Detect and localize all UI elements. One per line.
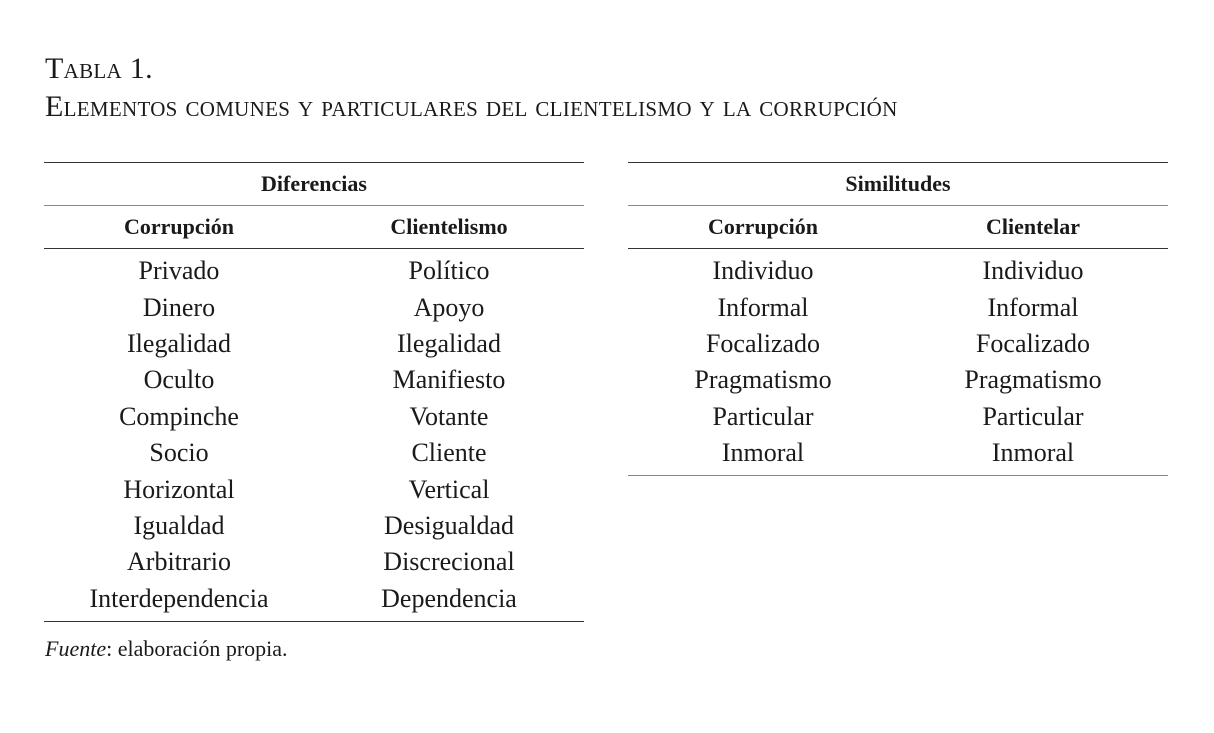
column-header-corrupcion: Corrupción xyxy=(628,206,898,249)
table-number: Tabla 1. xyxy=(45,52,153,85)
table-cell: Focalizado xyxy=(975,328,1091,358)
table-row xyxy=(628,326,1168,362)
table-cell: Pragmatismo xyxy=(694,365,832,395)
table-cell: Ilegalidad xyxy=(397,328,501,358)
table-row xyxy=(44,362,584,398)
table-cell: Informal xyxy=(987,292,1079,322)
table-row xyxy=(44,289,584,325)
source-label: Fuente xyxy=(45,636,107,661)
table-cell: Manifiesto xyxy=(392,365,506,395)
table-row xyxy=(44,326,584,362)
table-cell: Dependencia xyxy=(314,581,584,622)
differences-heading: Diferencias xyxy=(44,163,584,206)
table-cell: Votante xyxy=(409,401,489,431)
table-caption xyxy=(45,50,898,126)
table-row xyxy=(628,399,1168,435)
table-row xyxy=(44,249,584,290)
table-cell: Político xyxy=(408,256,490,286)
source-text: : elaboración propia. xyxy=(106,636,288,661)
table-cell: Cliente xyxy=(411,438,487,468)
table-row xyxy=(628,362,1168,398)
table-source-note xyxy=(45,636,288,662)
table-row xyxy=(628,435,1168,476)
table-cell: Inmoral xyxy=(898,435,1168,476)
table-cell: Individuo xyxy=(712,256,814,286)
table-cell: Dinero xyxy=(142,292,216,322)
table-cell: Inmoral xyxy=(628,435,898,476)
table-title: Elementos comunes y particulares del clientelismo y la corrupción xyxy=(45,90,898,123)
differences-table xyxy=(44,162,584,622)
table-cell: Focalizado xyxy=(705,328,821,358)
similarities-heading: Similitudes xyxy=(628,163,1168,206)
column-header-corrupcion: Corrupción xyxy=(44,206,314,249)
table-cell: Arbitrario xyxy=(127,547,231,577)
table-row xyxy=(628,289,1168,325)
table-cell: Interdependencia xyxy=(44,581,314,622)
column-header-clientelismo: Clientelismo xyxy=(314,206,584,249)
table-cell: Socio xyxy=(149,438,209,468)
table-cell: Horizontal xyxy=(123,474,235,504)
table-row xyxy=(628,249,1168,290)
table-cell: Individuo xyxy=(982,256,1084,286)
table-cell: Compinche xyxy=(119,401,239,431)
table-cell: Particular xyxy=(712,401,814,431)
table-cell: Particular xyxy=(982,401,1084,431)
table-cell: Vertical xyxy=(408,474,490,504)
column-header-clientelar: Clientelar xyxy=(898,206,1168,249)
table-row xyxy=(44,508,584,544)
table-cell: Ilegalidad xyxy=(127,328,231,358)
table-cell: Desigualdad xyxy=(384,510,514,540)
table-cell: Discrecional xyxy=(383,547,515,577)
table-row xyxy=(44,399,584,435)
table-cell: Apoyo xyxy=(413,292,485,322)
table-row xyxy=(44,435,584,471)
table-cell: Privado xyxy=(138,256,220,286)
table-row xyxy=(44,471,584,507)
table-cell: Pragmatismo xyxy=(964,365,1102,395)
table-row xyxy=(44,544,584,580)
similarities-table xyxy=(628,162,1168,476)
table-cell: Igualdad xyxy=(133,510,225,540)
table-cell: Oculto xyxy=(143,365,215,395)
table-cell: Informal xyxy=(717,292,809,322)
table-row xyxy=(44,581,584,622)
